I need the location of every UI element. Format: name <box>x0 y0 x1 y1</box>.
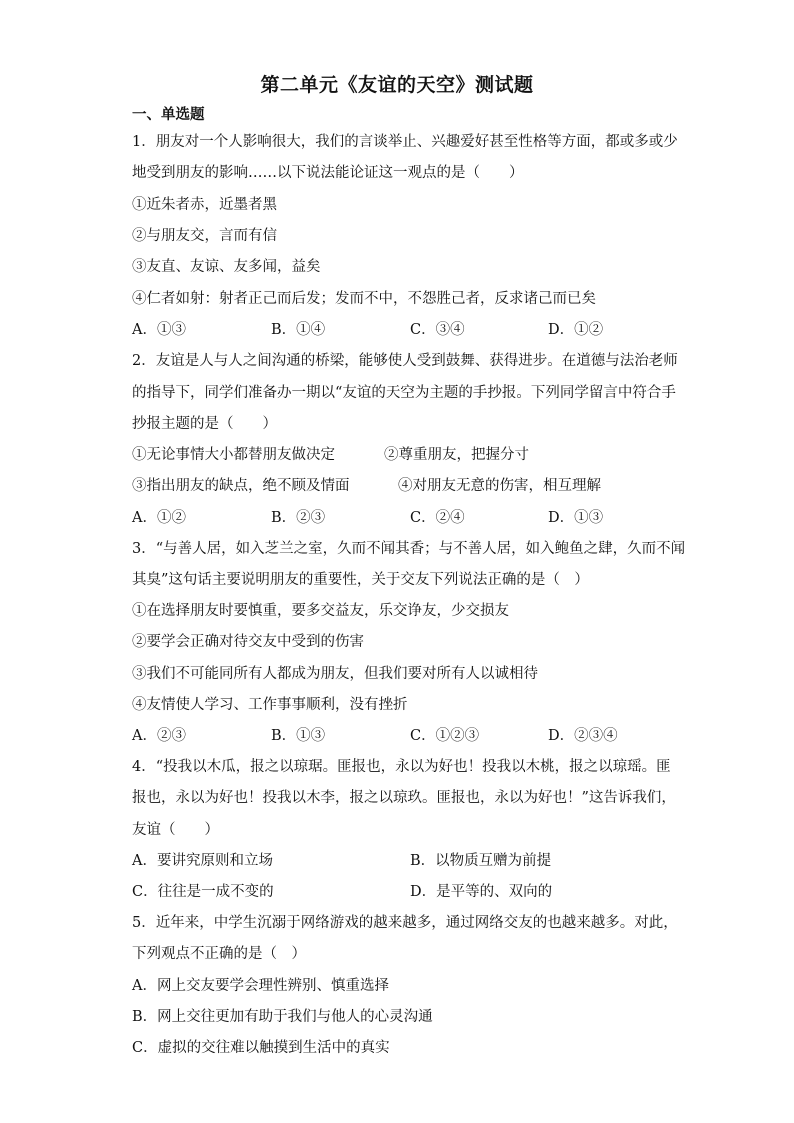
q2-statement-1: ①无论事情大小都替朋友做决定 <box>132 447 335 463</box>
q2-option-b: B．②③ <box>271 510 326 526</box>
q5-stem-line-1: 5．近年来，中学生沉溺于网络游戏的越来越多，通过网络交友的也越来越多。对此， <box>132 915 678 931</box>
q4-option-d: D．是平等的、双向的 <box>410 884 553 900</box>
q2-option-c: C．②④ <box>410 510 465 526</box>
q5-option-c: C．虚拟的交往难以触摸到生活中的真实 <box>132 1040 390 1056</box>
q4-stem-line-2: 报也，永以为好也！投我以木李，报之以琼玖。匪报也，永以为好也！”这告诉我们， <box>132 790 676 806</box>
q3-statement-4: ④友情使人学习、工作事事顺利，没有挫折 <box>132 697 408 713</box>
q5-option-a: A．网上交友要学会理性辨别、慎重选择 <box>132 978 389 994</box>
q2-stem-line-2: 的指导下，同学们准备办一期以“友谊的天空为主题的手抄报。下列同学留言中符合手 <box>132 385 676 401</box>
q1-statement-1: ①近朱者赤，近墨者黑 <box>132 197 277 213</box>
q1-option-d: D．①② <box>548 322 604 338</box>
q4-option-b: B．以物质互赠为前提 <box>410 853 552 869</box>
q3-option-a: A．②③ <box>132 728 186 744</box>
q4-option-a: A．要讲究原则和立场 <box>132 853 273 869</box>
section-heading: 一、单选题 <box>132 106 205 123</box>
q1-option-a: A．①③ <box>132 322 186 338</box>
q1-statement-4: ④仁者如射：射者正己而后发；发而不中，不怨胜己者，反求诸己而已矣 <box>132 291 596 307</box>
q1-statement-2: ②与朋友交，言而有信 <box>132 228 277 244</box>
q3-option-d: D．②③④ <box>548 728 618 744</box>
q5-stem-line-2: 下列观点不正确的是（ ） <box>132 946 306 962</box>
q1-stem-line-1: 1．朋友对一个人影响很大，我们的言谈举止、兴趣爱好甚至性格等方面，都或多或少 <box>132 134 678 150</box>
q1-option-b: B．①④ <box>271 322 326 338</box>
q4-stem-line-3: 友谊（ ） <box>132 822 219 838</box>
q3-option-c: C．①②③ <box>410 728 480 744</box>
q3-option-b: B．①③ <box>271 728 326 744</box>
q1-option-c: C．③④ <box>410 322 465 338</box>
q3-stem-line-2: 其臭”这句话主要说明朋友的重要性，关于交友下列说法正确的是（ ） <box>132 572 589 588</box>
q2-statement-3: ③指出朋友的缺点，绝不顾及情面 <box>132 478 350 494</box>
q2-stem-line-3: 抄报主题的是（ ） <box>132 416 277 432</box>
q4-option-c: C．往往是一成不变的 <box>132 884 274 900</box>
q1-stem-line-2: 地受到朋友的影响……以下说法能论证这一观点的是（ ） <box>132 165 524 181</box>
q5-option-b: B．网上交往更加有助于我们与他人的心灵沟通 <box>132 1009 433 1025</box>
q2-statement-4: ④对朋友无意的伤害，相互理解 <box>398 478 601 494</box>
q4-stem-line-1: 4．“投我以木瓜，报之以琼琚。匪报也，永以为好也！投我以木桃，报之以琼瑶。匪 <box>132 759 671 775</box>
q3-statement-1: ①在选择朋友时要慎重，要多交益友，乐交诤友，少交损友 <box>132 603 509 619</box>
q3-stem-line-1: 3．“与善人居，如入芝兰之室，久而不闻其香；与不善人居，如入鲍鱼之肆，久而不闻 <box>132 541 686 557</box>
q2-stem-line-1: 2．友谊是人与人之间沟通的桥梁，能够使人受到鼓舞、获得进步。在道德与法治老师 <box>132 353 678 369</box>
q1-statement-3: ③友直、友谅、友多闻，益矣 <box>132 259 321 275</box>
q2-statement-2: ②尊重朋友，把握分寸 <box>384 447 529 463</box>
q3-statement-2: ②要学会正确对待交友中受到的伤害 <box>132 634 364 650</box>
q3-statement-3: ③我们不可能同所有人都成为朋友，但我们要对所有人以诚相待 <box>132 666 538 682</box>
page-title: 第二单元《友谊的天空》测试题 <box>260 74 534 96</box>
q2-option-a: A．①② <box>132 510 186 526</box>
q2-option-d: D．①③ <box>548 510 604 526</box>
